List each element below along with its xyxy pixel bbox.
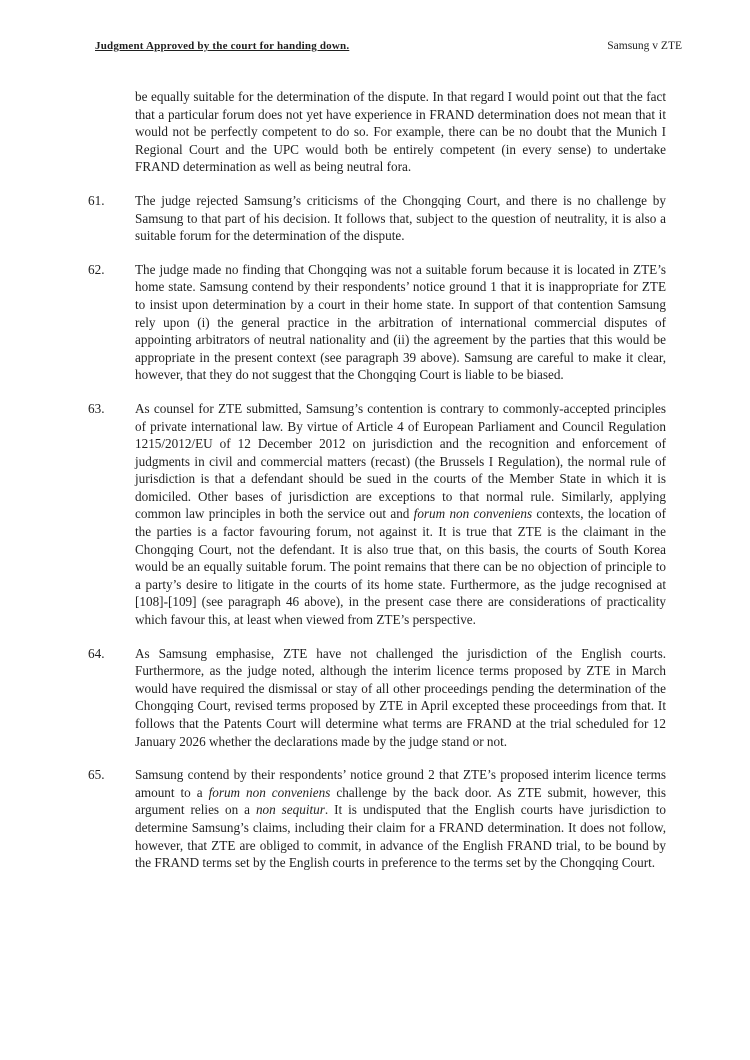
paragraph-text	[135, 261, 666, 384]
text-segment: contexts, the location of the parties is a factor favouring forum, not against it. It is true that ZTE is the claimant in the Chongqing Court, not the defendant. It is also true that, on this basis, the courts of South Korea would be an equally suitable forum. The point remains that there can be no objection of principle to a party’s desire to litigate in the courts of its home state. Furthermore, as the judge recognised at [108]-[109] (see paragraph 46 above), in the present case there are considerations of practicality which favour this, at least when viewed from ZTE’s perspective.	[135, 506, 666, 628]
page-header	[0, 0, 750, 52]
paragraph-number: 65.	[88, 767, 105, 783]
paragraph-continuation	[88, 88, 666, 176]
text-segment: be equally suitable for the determination of the dispute. In that regard I would point out that the fact that a particular forum does not yet have experience in FRAND determination does not mean that it would not be perfectly competent to do so. For example, there can be no doubt that the Munich I Regional Court and the UPC would both be entirely competent (in every sense) to undertake FRAND determination as well as being neutral fora.	[135, 89, 666, 175]
paragraph-number: 62.	[88, 261, 105, 277]
text-segment: forum non conveniens	[208, 784, 331, 800]
text-segment: forum non conveniens	[413, 506, 533, 522]
paragraph-62	[88, 261, 666, 384]
paragraph-text	[135, 766, 666, 872]
case-name: Samsung v ZTE	[607, 40, 682, 52]
running-header-title: Judgment Approved by the court for handing down.	[95, 40, 350, 52]
paragraph-number: 64.	[88, 645, 105, 661]
text-segment: The judge made no finding that Chongqing was not a suitable forum because it is located in ZTE’s home state. Samsung contend by their respondents’ notice ground 1 that it is inappropriate for ZTE to insist upon determination by a court in their home state. In support of that contention Samsung rely upon (i) the general practice in the arbitration of international commercial disputes of appointing arbitrators of neutral nationality and (ii) the agreement by the parties that this would be appropriate in the present context (see paragraph 39 above). Samsung are careful to make it clear, however, that they do not suggest that the Chongqing Court is liable to be biased.	[135, 261, 666, 383]
text-segment: The judge rejected Samsung’s criticisms of the Chongqing Court, and there is no challenge by Samsung to that part of his decision. It follows that, subject to the question of neutrality, it is also a suitable forum for the determination of the dispute.	[135, 192, 666, 244]
paragraph-number: 63.	[88, 400, 105, 416]
text-segment: . It is undisputed that the English courts have jurisdiction to determine Samsung’s claims, including their claim for a FRAND determination. It does not follow, however, that ZTE are obliged to commit, in advance of the English FRAND trial, to be bound by the FRAND terms set by the English courts in preference to the terms set by the Chongqing Court.	[135, 802, 666, 871]
paragraph-63	[88, 400, 666, 629]
paragraph-61	[88, 192, 666, 245]
text-segment: non sequitur	[255, 802, 325, 818]
text-segment: As counsel for ZTE submitted, Samsung’s contention is contrary to commonly-accepted principles of private international law. By virtue of Article 4 of European Parliament and Council Regulation 1215/2012/EU of 12 December 2012 on jurisdiction and the recognition and enforcement of judgments in civil and commercial matters (recast) (the Brussels I Regulation), the normal rule of jurisdiction is that a defendant should be sued in the courts of the Member State in which it is domiciled. Other bases of jurisdiction are exceptions to that normal rule. Similarly, applying common law principles in both the service out and	[135, 400, 666, 522]
paragraph-number	[88, 88, 135, 176]
paragraph-text	[135, 88, 666, 176]
paragraph-text	[135, 192, 666, 245]
paragraph-65	[88, 766, 666, 872]
text-segment: As Samsung emphasise, ZTE have not challenged the jurisdiction of the English courts. Furthermore, as the judge noted, although the interim licence terms proposed by ZTE in March would have required the dismissal or stay of all other proceedings pending the determination of the Chongqing Court, revised terms proposed by ZTE in April excepted these proceedings from that. It follows that the Patents Court will determine what terms are FRAND at the trial scheduled for 12 January 2026 whether the declarations made by the judge stand or not.	[135, 645, 666, 749]
paragraph-text	[135, 400, 666, 629]
judgment-body	[88, 88, 666, 872]
text-segment: Samsung contend by their respondents’ notice ground 2 that ZTE’s proposed interim licence terms amount to a	[135, 767, 666, 800]
paragraph-number: 61.	[88, 192, 105, 208]
text-segment: challenge by the back door. As ZTE submit, however, this argument relies on a	[135, 784, 666, 818]
paragraph-text	[135, 645, 666, 751]
paragraph-64	[88, 645, 666, 751]
